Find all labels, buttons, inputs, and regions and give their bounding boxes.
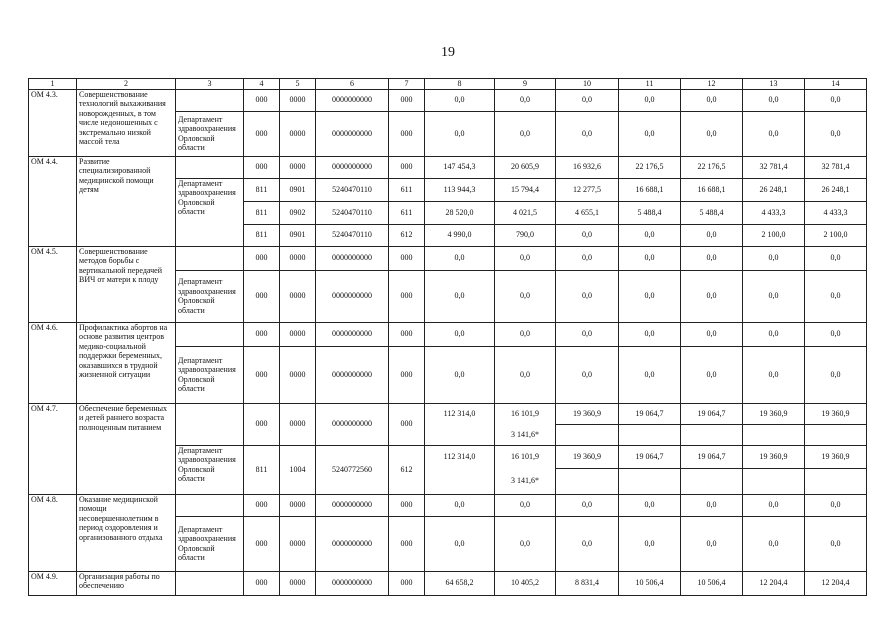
vr-cell: 612 xyxy=(389,224,425,246)
table-row xyxy=(29,403,867,424)
value-cell: 0,0 xyxy=(681,89,743,111)
value-cell: 0,0 xyxy=(619,270,681,322)
grbs-cell: 000 xyxy=(244,322,280,346)
executor-cell: Департамент здравоохранения Орловской области xyxy=(176,516,244,571)
value-cell xyxy=(681,468,743,494)
value-cell: 0,0 xyxy=(495,111,556,156)
value-cell: 0,0 xyxy=(619,346,681,403)
value-cell: 790,0 xyxy=(495,224,556,246)
executor-cell xyxy=(176,89,244,111)
rzpr-cell: 0000 xyxy=(280,89,316,111)
grbs-cell: 000 xyxy=(244,571,280,595)
value-cell: 19 360,9 xyxy=(805,403,867,424)
value-cell: 12 277,5 xyxy=(556,178,619,201)
measure-code: ОМ 4.5. xyxy=(29,246,77,322)
measure-name: Совершенствование методов борьбы с вертикальной передачей ВИЧ от матери к плоду xyxy=(77,246,176,322)
grbs-cell: 000 xyxy=(244,346,280,403)
csr-cell: 0000000000 xyxy=(316,571,389,595)
value-cell: 0,0 xyxy=(425,346,495,403)
csr-cell: 0000000000 xyxy=(316,346,389,403)
executor-cell: Департамент здравоохранения Орловской области xyxy=(176,445,244,494)
value-cell: 0,0 xyxy=(743,494,805,516)
value-cell: 19 360,9 xyxy=(743,445,805,468)
measure-name: Оказание медицинской помощи несовершеннолетним в период оздоровления и организованного отдыха xyxy=(77,494,176,571)
rzpr-cell: 0000 xyxy=(280,246,316,270)
grbs-cell: 000 xyxy=(244,516,280,571)
value-cell: 0,0 xyxy=(743,89,805,111)
value-cell: 0,0 xyxy=(425,494,495,516)
col-header: 1 xyxy=(29,79,77,90)
executor-cell xyxy=(176,322,244,346)
value-cell: 0,0 xyxy=(495,89,556,111)
csr-cell: 5240470110 xyxy=(316,201,389,224)
value-cell: 10 506,4 xyxy=(619,571,681,595)
value-cell xyxy=(805,468,867,494)
value-cell: 0,0 xyxy=(495,346,556,403)
vr-cell: 000 xyxy=(389,346,425,403)
measure-name: Организация работы по обеспечению xyxy=(77,571,176,595)
csr-cell: 0000000000 xyxy=(316,494,389,516)
value-cell: 0,0 xyxy=(805,322,867,346)
rzpr-cell: 0901 xyxy=(280,178,316,201)
value-cell: 2 100,0 xyxy=(743,224,805,246)
table-row xyxy=(29,322,867,346)
vr-cell: 000 xyxy=(389,403,425,445)
rzpr-cell: 0902 xyxy=(280,201,316,224)
value-cell: 0,0 xyxy=(619,494,681,516)
value-cell: 0,0 xyxy=(805,346,867,403)
value-cell: 0,0 xyxy=(681,322,743,346)
value-cell: 0,0 xyxy=(681,246,743,270)
rzpr-cell: 0000 xyxy=(280,516,316,571)
value-cell: 22 176,5 xyxy=(619,156,681,178)
vr-cell: 000 xyxy=(389,156,425,178)
footnote-value: 3 141,6* xyxy=(495,468,556,494)
value-cell: 12 204,4 xyxy=(743,571,805,595)
csr-cell: 0000000000 xyxy=(316,516,389,571)
value-cell: 0,0 xyxy=(556,516,619,571)
measure-code: ОМ 4.8. xyxy=(29,494,77,571)
value-cell xyxy=(556,468,619,494)
value-cell: 0,0 xyxy=(495,270,556,322)
value-cell: 0,0 xyxy=(556,111,619,156)
value-cell: 0,0 xyxy=(681,516,743,571)
value-cell: 0,0 xyxy=(425,246,495,270)
value-cell: 19 360,9 xyxy=(556,403,619,424)
measure-code: ОМ 4.6. xyxy=(29,322,77,403)
value-cell: 0,0 xyxy=(619,224,681,246)
executor-cell: Департамент здравоохранения Орловской области xyxy=(176,270,244,322)
value-cell: 5 488,4 xyxy=(681,201,743,224)
rzpr-cell: 0901 xyxy=(280,224,316,246)
value-cell: 28 520,0 xyxy=(425,201,495,224)
value-cell xyxy=(681,424,743,445)
measure-code: ОМ 4.4. xyxy=(29,156,77,246)
value-cell: 0,0 xyxy=(425,270,495,322)
value-cell: 16 688,1 xyxy=(619,178,681,201)
value-cell: 4 990,0 xyxy=(425,224,495,246)
value-cell: 19 064,7 xyxy=(681,445,743,468)
measure-code: ОМ 4.9. xyxy=(29,571,77,595)
csr-cell: 0000000000 xyxy=(316,111,389,156)
value-cell: 0,0 xyxy=(681,346,743,403)
value-cell: 8 831,4 xyxy=(556,571,619,595)
grbs-cell: 000 xyxy=(244,111,280,156)
executor-cell xyxy=(176,403,244,445)
value-cell: 0,0 xyxy=(425,322,495,346)
value-cell: 19 360,9 xyxy=(743,403,805,424)
col-header: 4 xyxy=(244,79,280,90)
vr-cell: 611 xyxy=(389,178,425,201)
rzpr-cell: 0000 xyxy=(280,270,316,322)
rzpr-cell: 0000 xyxy=(280,156,316,178)
rzpr-cell: 0000 xyxy=(280,111,316,156)
value-cell: 0,0 xyxy=(805,270,867,322)
csr-cell: 5240470110 xyxy=(316,224,389,246)
col-header: 11 xyxy=(619,79,681,90)
value-cell: 0,0 xyxy=(805,494,867,516)
measure-name: Обеспечение беременных и детей раннего возраста полноценным питанием xyxy=(77,403,176,494)
value-cell: 0,0 xyxy=(743,516,805,571)
value-cell: 0,0 xyxy=(743,346,805,403)
col-header: 14 xyxy=(805,79,867,90)
vr-cell: 000 xyxy=(389,494,425,516)
csr-cell: 5240470110 xyxy=(316,178,389,201)
value-cell: 0,0 xyxy=(805,89,867,111)
header-row xyxy=(29,79,867,90)
value-cell: 113 944,3 xyxy=(425,178,495,201)
vr-cell: 000 xyxy=(389,571,425,595)
value-cell: 0,0 xyxy=(556,224,619,246)
value-cell: 0,0 xyxy=(681,111,743,156)
table-row xyxy=(29,246,867,270)
grbs-cell: 000 xyxy=(244,246,280,270)
value-cell: 0,0 xyxy=(681,270,743,322)
col-header: 8 xyxy=(425,79,495,90)
col-header: 5 xyxy=(280,79,316,90)
value-cell: 32 781,4 xyxy=(743,156,805,178)
col-header: 9 xyxy=(495,79,556,90)
value-cell: 0,0 xyxy=(805,111,867,156)
value-cell: 16 101,9 xyxy=(495,445,556,468)
value-cell: 0,0 xyxy=(425,111,495,156)
value-cell: 0,0 xyxy=(425,516,495,571)
value-cell: 16 932,6 xyxy=(556,156,619,178)
value-cell: 4 655,1 xyxy=(556,201,619,224)
value-cell: 22 176,5 xyxy=(681,156,743,178)
value-cell: 2 100,0 xyxy=(805,224,867,246)
grbs-cell: 000 xyxy=(244,89,280,111)
executor-cell: Департамент здравоохранения Орловской области xyxy=(176,178,244,246)
value-cell: 15 794,4 xyxy=(495,178,556,201)
measure-code: ОМ 4.3. xyxy=(29,89,77,156)
executor-cell: Департамент здравоохранения Орловской области xyxy=(176,346,244,403)
col-header: 2 xyxy=(77,79,176,90)
value-cell: 0,0 xyxy=(743,270,805,322)
value-cell: 0,0 xyxy=(556,494,619,516)
rzpr-cell: 0000 xyxy=(280,403,316,445)
col-header: 3 xyxy=(176,79,244,90)
rzpr-cell: 1004 xyxy=(280,445,316,494)
value-cell: 0,0 xyxy=(556,89,619,111)
measure-name: Совершенствование технологий выхаживания новорожденных, в том числе недоношенных с экстремально низкой массой тела xyxy=(77,89,176,156)
vr-cell: 000 xyxy=(389,322,425,346)
measure-name: Развитие специализированной медицинской помощи детям xyxy=(77,156,176,246)
csr-cell: 0000000000 xyxy=(316,403,389,445)
value-cell: 0,0 xyxy=(556,346,619,403)
vr-cell: 000 xyxy=(389,246,425,270)
value-cell: 0,0 xyxy=(619,516,681,571)
vr-cell: 000 xyxy=(389,516,425,571)
csr-cell: 0000000000 xyxy=(316,156,389,178)
footnote-value: 3 141,6* xyxy=(495,424,556,445)
grbs-cell: 811 xyxy=(244,224,280,246)
value-cell: 0,0 xyxy=(619,246,681,270)
value-cell xyxy=(556,424,619,445)
value-cell: 32 781,4 xyxy=(805,156,867,178)
table-row xyxy=(29,89,867,111)
value-cell: 0,0 xyxy=(425,89,495,111)
value-cell: 0,0 xyxy=(805,246,867,270)
value-cell: 16 688,1 xyxy=(681,178,743,201)
vr-cell: 612 xyxy=(389,445,425,494)
csr-cell: 0000000000 xyxy=(316,89,389,111)
value-cell: 19 064,7 xyxy=(681,403,743,424)
budget-table xyxy=(28,78,867,596)
vr-cell: 000 xyxy=(389,111,425,156)
value-cell: 0,0 xyxy=(556,270,619,322)
value-cell: 0,0 xyxy=(556,322,619,346)
col-header: 10 xyxy=(556,79,619,90)
csr-cell: 5240772560 xyxy=(316,445,389,494)
grbs-cell: 000 xyxy=(244,156,280,178)
value-cell: 5 488,4 xyxy=(619,201,681,224)
rzpr-cell: 0000 xyxy=(280,494,316,516)
grbs-cell: 811 xyxy=(244,445,280,494)
value-cell: 4 021,5 xyxy=(495,201,556,224)
col-header: 13 xyxy=(743,79,805,90)
value-cell: 4 433,3 xyxy=(743,201,805,224)
table-row xyxy=(29,156,867,178)
value-cell: 10 405,2 xyxy=(495,571,556,595)
value-cell xyxy=(619,468,681,494)
table-row xyxy=(29,571,867,595)
value-cell: 0,0 xyxy=(743,111,805,156)
value-cell: 0,0 xyxy=(495,494,556,516)
value-cell xyxy=(425,468,495,494)
csr-cell: 0000000000 xyxy=(316,322,389,346)
vr-cell: 611 xyxy=(389,201,425,224)
executor-cell xyxy=(176,494,244,516)
value-cell: 112 314,0 xyxy=(425,403,495,424)
measure-code: ОМ 4.7. xyxy=(29,403,77,494)
rzpr-cell: 0000 xyxy=(280,322,316,346)
col-header: 6 xyxy=(316,79,389,90)
value-cell: 16 101,9 xyxy=(495,403,556,424)
value-cell: 20 605,9 xyxy=(495,156,556,178)
grbs-cell: 811 xyxy=(244,178,280,201)
value-cell: 147 454,3 xyxy=(425,156,495,178)
value-cell xyxy=(425,424,495,445)
col-header: 7 xyxy=(389,79,425,90)
grbs-cell: 000 xyxy=(244,403,280,445)
value-cell xyxy=(743,424,805,445)
value-cell: 19 360,9 xyxy=(556,445,619,468)
value-cell xyxy=(805,424,867,445)
value-cell: 26 248,1 xyxy=(743,178,805,201)
value-cell: 64 658,2 xyxy=(425,571,495,595)
executor-cell: Департамент здравоохранения Орловской области xyxy=(176,111,244,156)
value-cell: 0,0 xyxy=(619,111,681,156)
value-cell: 4 433,3 xyxy=(805,201,867,224)
vr-cell: 000 xyxy=(389,89,425,111)
value-cell: 0,0 xyxy=(495,322,556,346)
measure-name: Профилактика абортов на основе развития центров медико-социальной поддержки беременных, оказавшихся в трудной жизненной ситуации xyxy=(77,322,176,403)
value-cell: 26 248,1 xyxy=(805,178,867,201)
value-cell: 0,0 xyxy=(495,516,556,571)
value-cell: 0,0 xyxy=(743,246,805,270)
grbs-cell: 000 xyxy=(244,270,280,322)
csr-cell: 0000000000 xyxy=(316,246,389,270)
value-cell: 0,0 xyxy=(556,246,619,270)
value-cell: 19 064,7 xyxy=(619,445,681,468)
grbs-cell: 811 xyxy=(244,201,280,224)
rzpr-cell: 0000 xyxy=(280,571,316,595)
value-cell: 12 204,4 xyxy=(805,571,867,595)
csr-cell: 0000000000 xyxy=(316,270,389,322)
value-cell xyxy=(619,424,681,445)
page-number: 19 xyxy=(441,45,455,60)
value-cell: 112 314,0 xyxy=(425,445,495,468)
executor-cell xyxy=(176,571,244,595)
value-cell: 0,0 xyxy=(495,246,556,270)
table-row xyxy=(29,494,867,516)
value-cell: 19 360,9 xyxy=(805,445,867,468)
rzpr-cell: 0000 xyxy=(280,346,316,403)
value-cell: 0,0 xyxy=(619,322,681,346)
value-cell: 0,0 xyxy=(805,516,867,571)
executor-cell xyxy=(176,156,244,178)
value-cell: 0,0 xyxy=(681,224,743,246)
value-cell xyxy=(743,468,805,494)
vr-cell: 000 xyxy=(389,270,425,322)
grbs-cell: 000 xyxy=(244,494,280,516)
col-header: 12 xyxy=(681,79,743,90)
value-cell: 10 506,4 xyxy=(681,571,743,595)
value-cell: 19 064,7 xyxy=(619,403,681,424)
value-cell: 0,0 xyxy=(619,89,681,111)
value-cell: 0,0 xyxy=(681,494,743,516)
value-cell: 0,0 xyxy=(743,322,805,346)
executor-cell xyxy=(176,246,244,270)
